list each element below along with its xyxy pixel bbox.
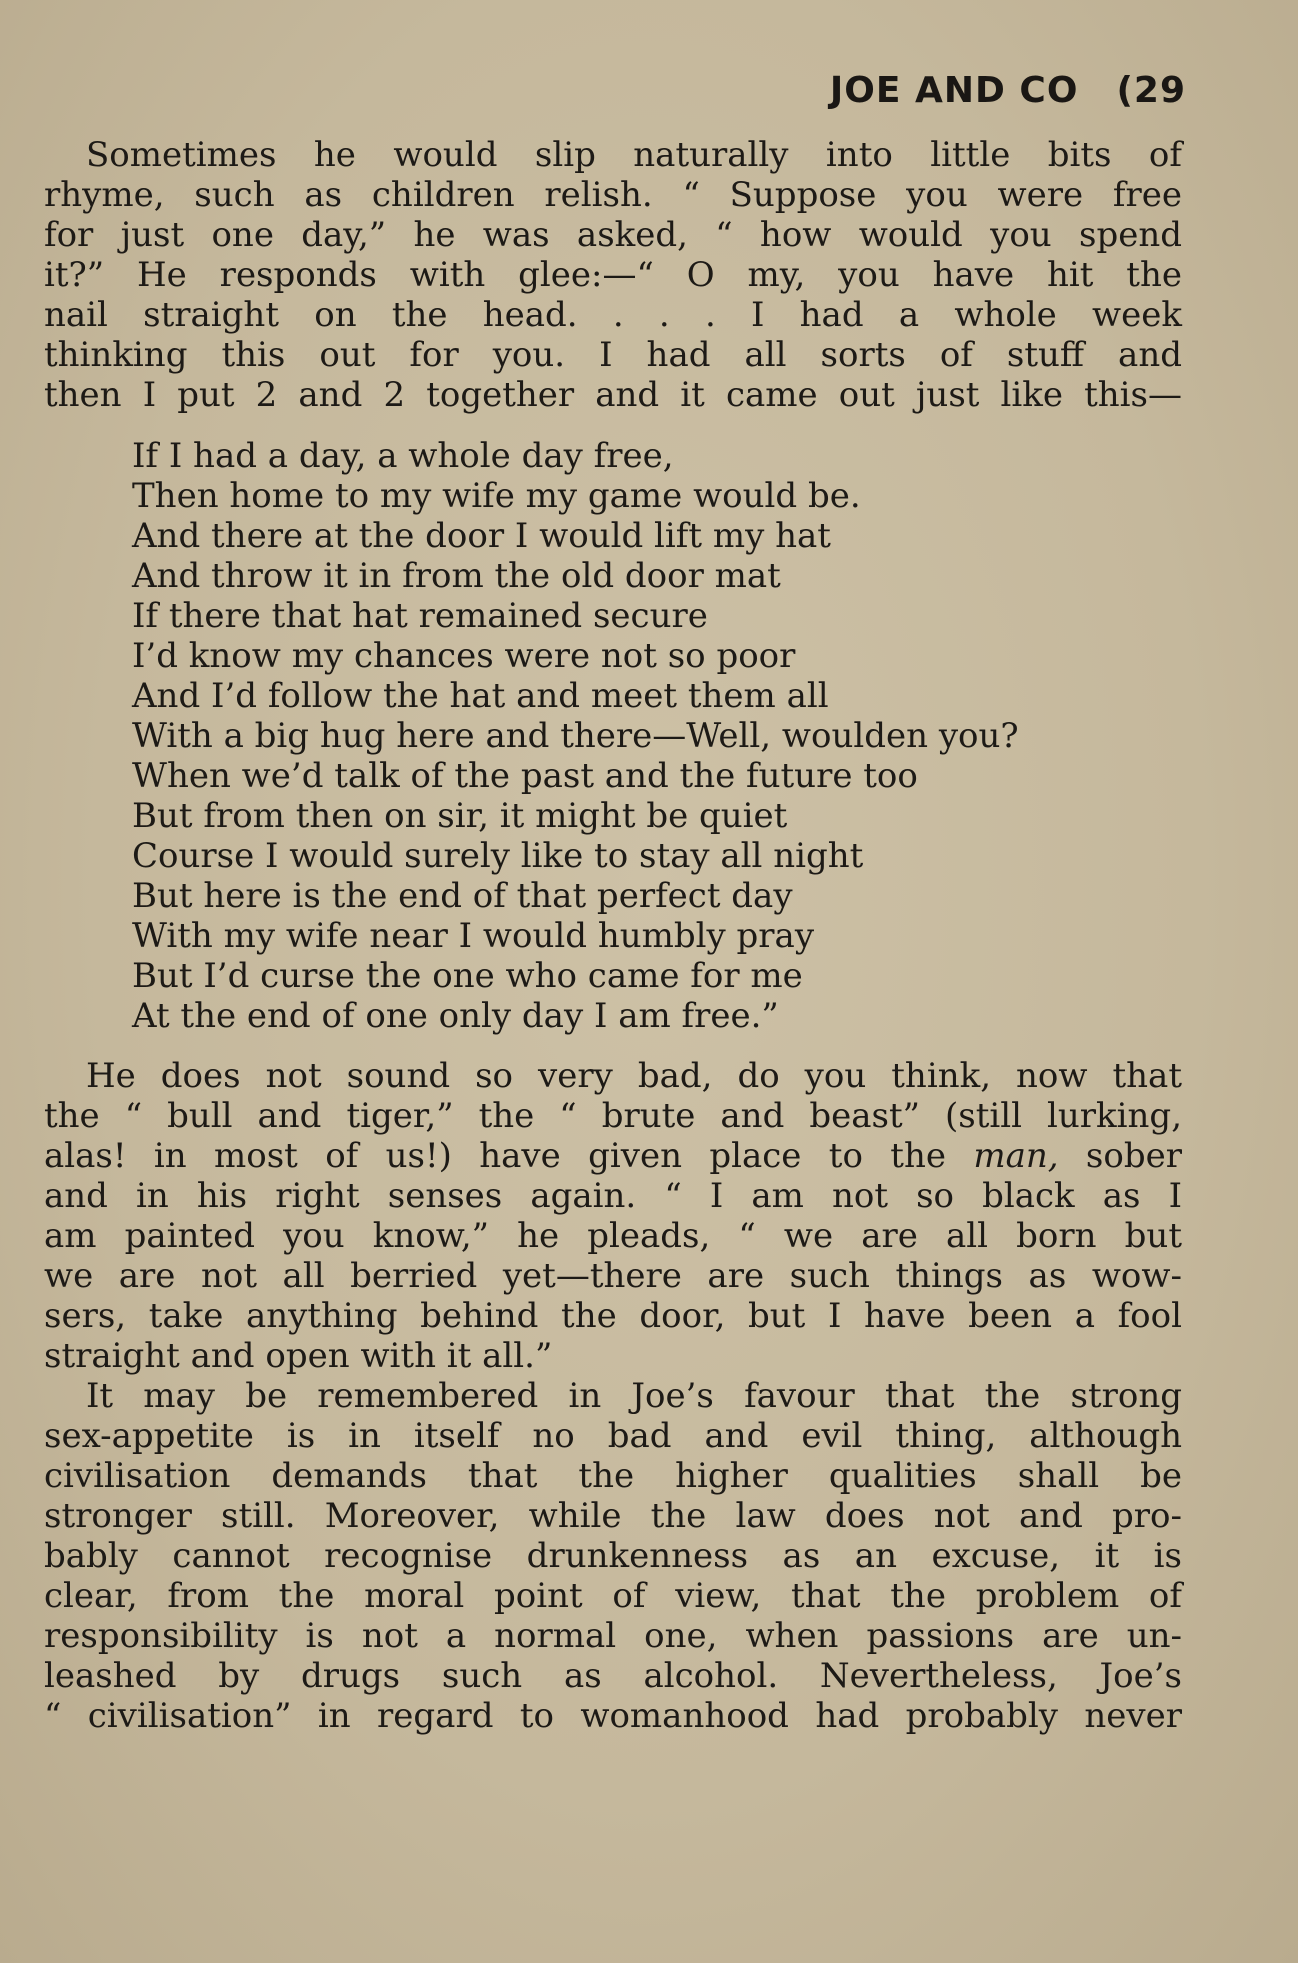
poem-line: Course I would surely like to stay all night xyxy=(132,836,864,876)
text-line: sers, take anything behind the door, but I have been a fool xyxy=(44,1296,1182,1336)
text-line: it?” He responds with glee:—“ O my, you have hit the xyxy=(44,255,1182,295)
text-line xyxy=(44,1136,1182,1176)
poem-line: At the end of one only day I am free.” xyxy=(132,996,779,1036)
poem-line: And there at the door I would lift my hat xyxy=(132,516,831,556)
text-line: clear, from the moral point of view, that the problem of xyxy=(44,1576,1182,1616)
text-line: am painted you know,” he pleads, “ we are all born but xyxy=(44,1216,1182,1256)
poem-verse xyxy=(132,436,1182,1036)
text-run: sober xyxy=(1058,1136,1182,1176)
text-line: we are not all berried yet—there are such things as wow- xyxy=(44,1256,1182,1296)
running-title: JOE AND CO xyxy=(829,70,1079,111)
poem-line: When we’d talk of the past and the future too xyxy=(132,756,918,796)
poem-line: If there that hat remained secure xyxy=(132,596,708,636)
running-header xyxy=(830,70,1186,111)
poem-line: But from then on sir, it might be quiet xyxy=(132,796,788,836)
poem-line: Then home to my wife my game would be. xyxy=(132,476,861,516)
poem-line: I’d know my chances were not so poor xyxy=(132,636,796,676)
text-line: leashed by drugs such as alcohol. Nevertheless, Joe’s xyxy=(44,1656,1182,1696)
text-line: thinking this out for you. I had all sorts of stuff and xyxy=(44,335,1182,375)
poem-line: But here is the end of that perfect day xyxy=(132,876,793,916)
poem-line: But I’d curse the one who came for me xyxy=(132,956,803,996)
text-line: It may be remembered in Joe’s favour that the strong xyxy=(86,1376,1182,1416)
text-line: rhyme, such as children relish. “ Suppose you were free xyxy=(44,175,1182,215)
text-line: straight and open with it all.” xyxy=(44,1336,553,1376)
paragraph-1 xyxy=(44,135,1182,415)
text-line: responsibility is not a normal one, when passions are un- xyxy=(44,1616,1182,1656)
poem-line: With a big hug here and there—Well, woulden you? xyxy=(132,716,1019,756)
emphasis-man: man, xyxy=(973,1136,1059,1176)
poem-line: And throw it in from the old door mat xyxy=(132,556,781,596)
text-line: bably cannot recognise drunkenness as an excuse, it is xyxy=(44,1536,1182,1576)
text-line: and in his right senses again. “ I am not so black as I xyxy=(44,1176,1182,1216)
poem-line: With my wife near I would humbly pray xyxy=(132,916,815,956)
paragraph-3 xyxy=(44,1376,1182,1736)
text-line: “ civilisation” in regard to womanhood had probably never xyxy=(44,1696,1182,1736)
poem-line: And I’d follow the hat and meet them all xyxy=(132,676,829,716)
page-body xyxy=(44,135,1182,1736)
text-line: the “ bull and tiger,” the “ brute and beast” (still lurking, xyxy=(44,1096,1182,1136)
text-line: Sometimes he would slip naturally into little bits of xyxy=(86,135,1182,175)
poem-line: If I had a day, a whole day free, xyxy=(132,436,674,476)
paragraph-2 xyxy=(44,1056,1182,1376)
text-line: nail straight on the head. . . . I had a whole week xyxy=(44,295,1182,335)
text-run: alas! in most of us!) have given place to the xyxy=(44,1136,974,1176)
text-line: stronger still. Moreover, while the law does not and pro- xyxy=(44,1496,1182,1536)
text-line: civilisation demands that the higher qualities shall be xyxy=(44,1456,1182,1496)
text-line: He does not sound so very bad, do you think, now that xyxy=(86,1056,1182,1096)
text-line: for just one day,” he was asked, “ how would you spend xyxy=(44,215,1182,255)
text-line: sex-appetite is in itself no bad and evil thing, although xyxy=(44,1416,1182,1456)
page-number: (29 xyxy=(1116,70,1186,111)
text-line: then I put 2 and 2 together and it came out just like this— xyxy=(44,375,1182,415)
